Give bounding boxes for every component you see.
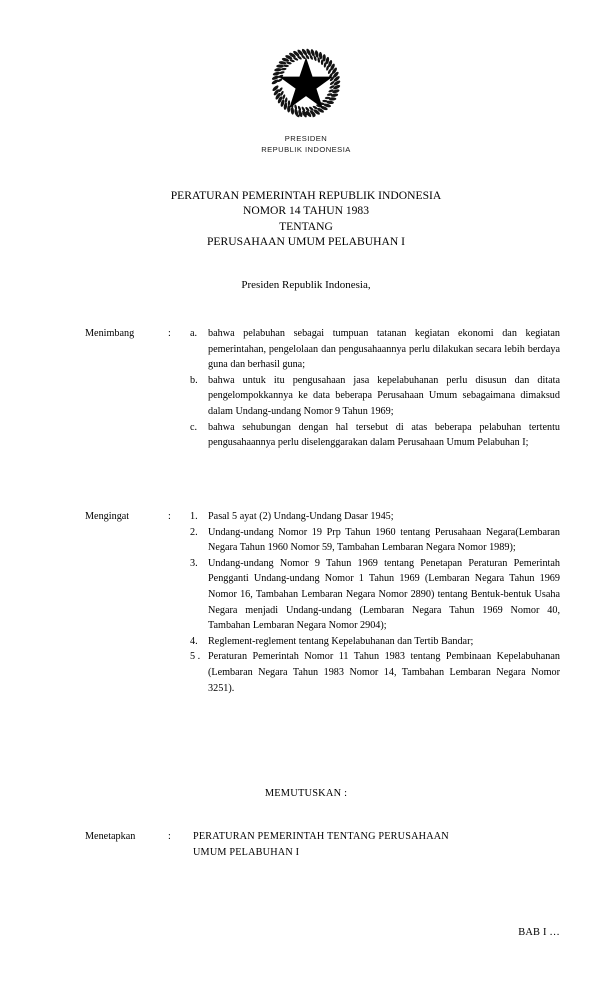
item-text: bahwa untuk itu pengusahaan jasa kepelabuhanan perlu disusun dan ditata pengelompokkannya ke data beberapa Perusahaan Umum sebagaimana dimaksud dalam Undang-undang Nomor 9 Tahun 1969; [208, 374, 560, 417]
item-marker: a. [190, 328, 198, 339]
menimbang-label: Menimbang [85, 328, 135, 339]
item-marker: c. [190, 421, 198, 433]
item-text: Undang-undang Nomor 9 Tahun 1969 tentang Penetapan Peraturan Pemerintah Pengganti Undang-undang Nomor 1 Tahun 1969 (Lembaran Negara Tahun 1969 Nomor 16, Tambahan Lembaran Negara Nomor 2890) tentang Bentuk-bentuk Usaha Negara menjadi Undang-undang (Lembaran Negara Tahun 1969 Nomor 40, Tambahan Lembaran Negara Nomor 2904); [208, 557, 560, 632]
item-marker: 1. [190, 511, 198, 522]
title-line-number: NOMOR 14 TAHUN 1983 [242, 204, 370, 218]
list-item [190, 373, 560, 420]
crest-caption-line2: REPUBLIK INDONESIA [261, 144, 351, 154]
item-marker: 3. [190, 557, 198, 569]
menetapkan-colon: : [168, 831, 171, 842]
item-marker: 2. [190, 526, 198, 538]
list-item [190, 420, 560, 451]
garuda-star-wreath-icon [263, 40, 349, 126]
crest-caption-line1: PRESIDEN [284, 134, 328, 143]
title-line-regulation: PERATURAN PEMERINTAH REPUBLIK INDONESIA [170, 189, 442, 202]
item-text: Pasal 5 ayat (2) Undang-Undang Dasar 1945; [208, 511, 394, 522]
item-marker: 5 . [190, 651, 201, 663]
list-item [190, 525, 560, 556]
masthead [0, 40, 612, 155]
item-text: Peraturan Pemerintah Nomor 11 Tahun 1983 tentang Pembinaan Kepelabuhanan (Lembaran Negara Tahun 1983 Nomor 14, Tambahan Lembaran Negara Nomor 3251). [208, 651, 560, 694]
mengingat-label: Mengingat [85, 511, 130, 522]
document-title [0, 188, 612, 250]
page-continuation-footer: BAB I … [518, 927, 560, 938]
menetapkan-line1: PERATURAN PEMERINTAH TENTANG PERUSAHAAN [193, 831, 449, 842]
menimbang-items [190, 326, 560, 451]
memutuskan-heading: MEMUTUSKAN : [264, 788, 348, 799]
item-text: Reglement-reglement tentang Kepelabuhanan dan Tertib Bandar; [208, 635, 474, 647]
clause-mengingat [85, 509, 560, 696]
clause-menimbang [85, 326, 560, 451]
list-item [190, 649, 560, 696]
title-line-subject: PERUSAHAAN UMUM PELABUHAN I [206, 235, 406, 249]
item-text: Undang-undang Nomor 19 Prp Tahun 1960 tentang Perusahaan Negara(Lembaran Negara Tahun 1960 Nomor 59, Tambahan Lembaran Negara Nomor 1989); [208, 526, 560, 554]
crest-caption [0, 134, 612, 155]
list-item [190, 509, 560, 525]
mengingat-items [190, 509, 560, 696]
item-marker: 4. [190, 635, 198, 647]
item-text: bahwa pelabuhan sebagai tumpuan tatanan kegiatan ekonomi dan kegiatan pemerintahan, pengelolaan dan pengusahaannya perlu dilakukan secara lebih berdaya guna dan berhasil guna; [208, 328, 560, 371]
item-text: bahwa sehubungan dengan hal tersebut di atas beberapa pelabuhan tertentu pengusahaannya perlu diselenggarakan dalam Perusahaan Umum Pelabuhan I; [208, 421, 560, 449]
clause-menetapkan [85, 829, 560, 860]
list-item [190, 326, 560, 373]
list-item [190, 556, 560, 634]
menimbang-colon: : [168, 328, 171, 339]
opening-line: Presiden Republik Indonesia, [241, 279, 371, 291]
menetapkan-label: Menetapkan [85, 831, 136, 842]
menetapkan-body [193, 829, 560, 860]
item-marker: b. [190, 374, 198, 386]
menetapkan-line2: UMUM PELABUHAN I [193, 846, 300, 858]
list-item [190, 634, 560, 650]
title-line-about: TENTANG [279, 219, 333, 233]
mengingat-colon: : [168, 511, 171, 522]
